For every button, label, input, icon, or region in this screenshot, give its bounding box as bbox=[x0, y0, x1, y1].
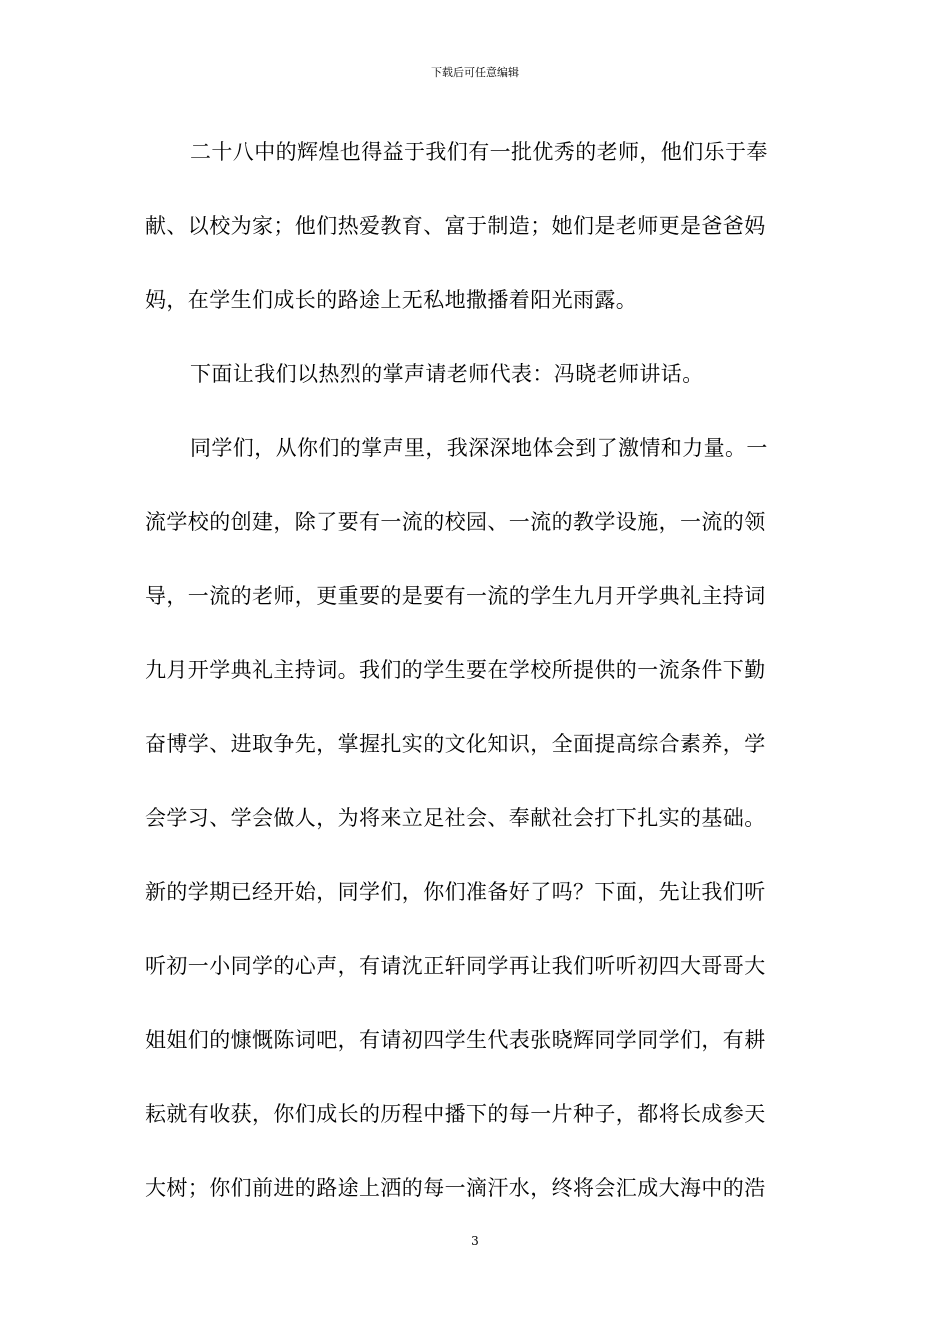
body-line: 下面让我们以热烈的掌声请老师代表：冯晓老师讲话。 bbox=[190, 362, 704, 386]
body-line: 奋博学、进取争先，掌握扎实的文化知识，全面提高综合素养，学 bbox=[145, 732, 766, 756]
body-line: 献、以校为家；他们热爱教育、富于制造；她们是老师更是爸爸妈 bbox=[145, 214, 766, 238]
body-line: 耘就有收获，你们成长的历程中播下的每一片种子，都将长成参天 bbox=[145, 1102, 766, 1126]
body-line: 九月开学典礼主持词。我们的学生要在学校所提供的一流条件下勤 bbox=[145, 658, 766, 682]
body-line: 新的学期已经开始，同学们，你们准备好了吗？下面，先让我们听 bbox=[145, 880, 766, 904]
body-line: 同学们，从你们的掌声里，我深深地体会到了激情和力量。一 bbox=[190, 436, 768, 460]
page-header: 下载后可任意编辑 bbox=[431, 66, 519, 79]
body-line: 大树；你们前进的路途上洒的每一滴汗水，终将会汇成大海中的浩 bbox=[145, 1176, 766, 1200]
page-number: 3 bbox=[471, 1234, 479, 1248]
body-line: 导，一流的老师，更重要的是要有一流的学生九月开学典礼主持词 bbox=[145, 584, 766, 608]
body-line: 姐姐们的慷慨陈词吧，有请初四学生代表张晓辉同学同学们，有耕 bbox=[145, 1028, 766, 1052]
body-line: 听初一小同学的心声，有请沈正轩同学再让我们听听初四大哥哥大 bbox=[145, 954, 766, 978]
body-line: 二十八中的辉煌也得益于我们有一批优秀的老师，他们乐于奉 bbox=[190, 140, 768, 164]
body-line: 流学校的创建，除了要有一流的校园、一流的教学设施，一流的领 bbox=[145, 510, 766, 534]
body-line: 会学习、学会做人，为将来立足社会、奉献社会打下扎实的基础。 bbox=[145, 806, 766, 830]
body-line: 妈，在学生们成长的路途上无私地撒播着阳光雨露。 bbox=[145, 288, 638, 312]
